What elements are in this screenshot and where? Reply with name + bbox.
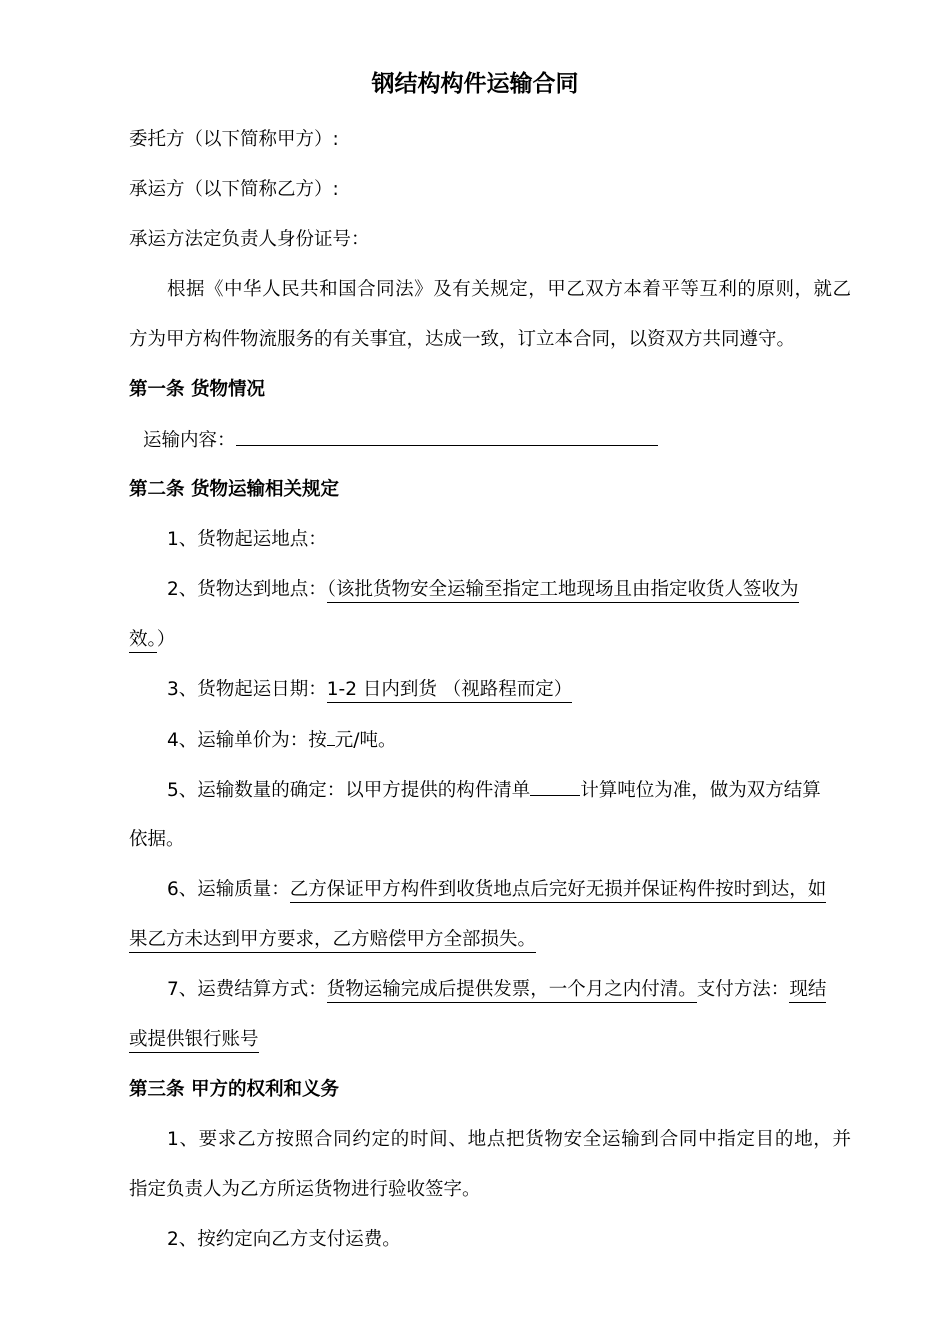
article-3-item-1-line-1: 1、要求乙方按照合同约定的时间、地点把货物安全运输到合同中指定目的地，并 xyxy=(167,1129,851,1150)
item-4-blank xyxy=(327,727,335,746)
party-b-id-line: 承运方法定负责人身份证号： xyxy=(129,229,370,250)
item-2-close: ） xyxy=(156,629,176,650)
item-2-value-2: 效。 xyxy=(129,629,157,653)
item-5-suffix: 计算吨位为准，做为双方结算 xyxy=(580,780,821,801)
item-7-settlement-line-2 xyxy=(129,1027,851,1053)
item-5-quantity-line-2: 依据。 xyxy=(129,829,185,850)
item-4-prefix: 4、运输单价为：按 xyxy=(167,730,327,751)
item-2-destination-line-2 xyxy=(129,627,851,653)
item-3-label: 3、货物起运日期： xyxy=(167,679,327,700)
item-7-settlement-line-1 xyxy=(167,977,889,1003)
item-6-value-2: 果乙方未达到甲方要求，乙方赔偿甲方全部损失。 xyxy=(129,929,536,953)
article-1-heading: 第一条 货物情况 xyxy=(129,379,265,400)
item-7-value: 货物运输完成后提供发票，一个月之内付清。 xyxy=(327,979,697,1003)
item-7-pay-value-1: 现结 xyxy=(789,979,826,1003)
transport-content-blank xyxy=(236,427,658,446)
article-3-item-2: 2、按约定向乙方支付运费。 xyxy=(167,1229,401,1250)
item-2-value-1: （该批货物安全运输至指定工地现场且由指定收货人签收为 xyxy=(327,579,799,603)
item-2-label: 2、货物达到地点： xyxy=(167,579,327,600)
item-6-quality-line-2 xyxy=(129,927,851,953)
item-5-blank xyxy=(530,777,580,796)
party-a-line: 委托方（以下简称甲方）: xyxy=(129,129,339,150)
item-4-suffix: 元/吨。 xyxy=(334,730,397,751)
article-3-heading: 第三条 甲方的权利和义务 xyxy=(129,1079,339,1100)
item-7-label: 7、运费结算方式： xyxy=(167,979,327,1000)
item-3-value: 1-2 日内到货 （视路程而定） xyxy=(327,679,572,703)
item-2-destination-line-1 xyxy=(167,577,889,603)
party-b-line: 承运方（以下简称乙方）: xyxy=(129,179,339,200)
transport-content-line xyxy=(143,427,865,454)
document-title: 钢结构构件运输合同 xyxy=(371,71,579,97)
item-4-price-line xyxy=(167,727,889,754)
article-3-item-1-line-2: 指定负责人为乙方所运货物进行验收签字。 xyxy=(129,1179,481,1200)
item-5-quantity-line-1 xyxy=(167,777,889,804)
preamble-line-2: 方为甲方构件物流服务的有关事宜，达成一致，订立本合同，以资双方共同遵守。 xyxy=(129,329,796,350)
item-1-origin: 1、货物起运地点： xyxy=(167,529,327,550)
item-7-pay-label: 支付方法： xyxy=(696,979,790,1000)
item-5-prefix: 5、运输数量的确定：以甲方提供的构件清单 xyxy=(167,780,531,801)
item-6-quality-line-1 xyxy=(167,877,889,903)
item-7-pay-value-2: 或提供银行账号 xyxy=(129,1029,259,1053)
item-6-value-1: 乙方保证甲方构件到收货地点后完好无损并保证构件按时到达，如 xyxy=(290,879,827,903)
article-2-heading: 第二条 货物运输相关规定 xyxy=(129,479,339,500)
preamble-line-1: 根据《中华人民共和国合同法》及有关规定，甲乙双方本着平等互利的原则，就乙 xyxy=(167,279,851,300)
item-3-date-line xyxy=(167,677,889,703)
transport-content-label: 运输内容： xyxy=(143,430,236,451)
item-6-label: 6、运输质量： xyxy=(167,879,290,900)
